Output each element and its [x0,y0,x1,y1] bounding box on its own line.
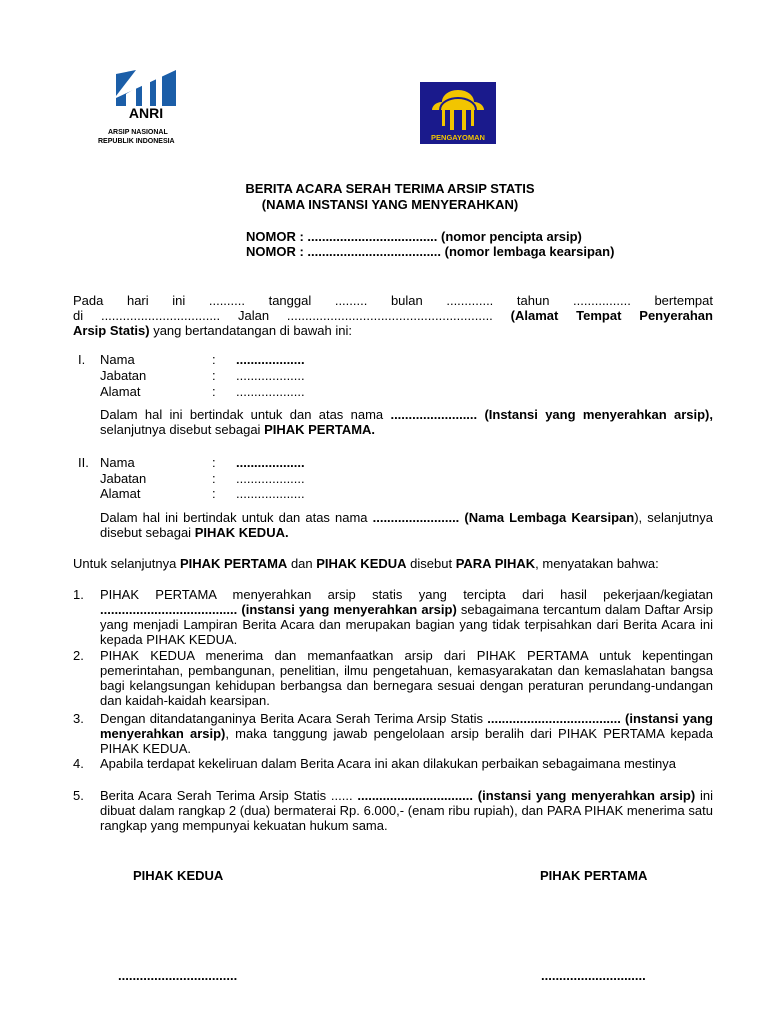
item-3-text: Dengan ditandatanganinya Berita Acara Serah Terima Arsip Statis ..................................... (instansi yang menyerahkan arsip), maka tanggung jawab pengelolaan arsip beralih dari PIHAK PERTAMA kepada PIHAK KEDUA. [100,711,714,756]
party2-jabatan-label: Jabatan [100,471,147,486]
document-title: BERITA ACARA SERAH TERIMA ARSIP STATIS [245,181,535,196]
item-5-text: Berita Acara Serah Terima Arsip Statis ...... ................................ (instansi yang menyerahkan arsip) ini dibuat dalam rangkap 2 (dua) bermaterai Rp. 6.000,- (enam ribu rupiah), dan PARA PIHAK menerima satu rangkap yang mempunyai kekuatan hukum sama. [100,788,713,833]
item-4-number: 4. [73,756,84,771]
item-4-text: Apabila terdapat kekeliruan dalam Berita Acara ini akan dilakukan perbaikan sebagaimana mestinya [100,756,676,771]
signature-line-pihak-kedua: ................................. [118,968,238,983]
svg-text:PENGAYOMAN: PENGAYOMAN [431,133,485,142]
item-5-number: 5. [73,788,84,803]
signature-line-pihak-pertama: ............................. [541,968,646,983]
party1-alamat-label: Alamat [100,384,141,399]
nomor-pencipta: NOMOR : .................................... (nomor pencipta arsip) [246,229,582,244]
party2-alamat-label: Alamat [100,486,141,501]
party1-statement: Dalam hal ini bertindak untuk dan atas nama ........................ (Instansi yang menyerahkan arsip), selanjutnya disebut sebagai PIHAK PERTAMA. [100,407,713,437]
nomor-lembaga: NOMOR : ..................................... (nomor lembaga kearsipan) [246,244,615,259]
anri-logo [92,66,192,156]
party1-jabatan-value: ................... [236,368,305,383]
party2-number: II. [78,455,89,470]
intro-line-2: di ................................. Jalan ......................................................... (Alamat Tempat Penyerahan [73,308,713,323]
party2-alamat-value: ................... [236,486,305,501]
party1-jabatan-label: Jabatan [100,368,147,383]
svg-text:ANRI: ANRI [128,105,164,121]
signature-title-pihak-kedua: PIHAK KEDUA [133,868,224,883]
item-1-text: PIHAK PERTAMA menyerahkan arsip statis yang tercipta dari hasil pekerjaan/kegiatan ...................................... (instansi yang menyerahkan arsip) sebagaimana tercantum dalam Daftar Arsip yang menjadi Lampiran Berita Acara dan merupakan bagian yang tidak terpisahkan dari Berita Acara ini kepada PIHAK KEDUA. [100,587,713,647]
party2-nama-label: Nama [100,455,135,470]
item-1-number: 1. [73,587,84,602]
para-pihak-statement: Untuk selanjutnya PIHAK PERTAMA dan PIHAK KEDUA disebut PARA PIHAK, menyatakan bahwa: [73,556,659,571]
party1-nama-value: ................... [236,352,305,367]
party2-jabatan-value: ................... [236,471,305,486]
signature-title-pihak-pertama: PIHAK PERTAMA [540,868,648,883]
party1-number: I. [78,352,86,367]
item-3-number: 3. [73,711,84,726]
party2-nama-value: ................... [236,455,305,470]
anri-caption: ARSIP NASIONAL REPUBLIK INDONESIA [98,129,175,145]
pengayoman-logo [420,82,496,144]
item-2-text: PIHAK KEDUA menerima dan memanfaatkan arsip dari PIHAK PERTAMA untuk kepentingan pemerintahan, pembangunan, penelitian, ilmu pengetahuan, kemasyarakatan dan kemaslahatan bangsa bagi kelangsungan kehidupan berbangsa dan bernegara sesuai dengan peraturan perundang-undangan dan kaidah-kaidah kearsipan. [100,648,713,708]
party1-nama-label: Nama [100,352,135,367]
intro-line-1: Pada hari ini .......... tanggal ......... bulan ............. tahun ................ bertempat [73,293,713,308]
party2-statement: Dalam hal ini bertindak untuk dan atas nama ........................ (Nama Lembaga Kearsipan), selanjutnya disebut sebagai PIHAK KEDUA. [100,510,713,540]
intro-line-3: Arsip Statis) yang bertandatangan di bawah ini: [73,323,352,338]
pengayoman-emblem-icon [420,82,496,144]
party1-alamat-value: ................... [236,384,305,399]
item-2-number: 2. [73,648,84,663]
document-subtitle: (NAMA INSTANSI YANG MENYERAHKAN) [261,197,519,212]
